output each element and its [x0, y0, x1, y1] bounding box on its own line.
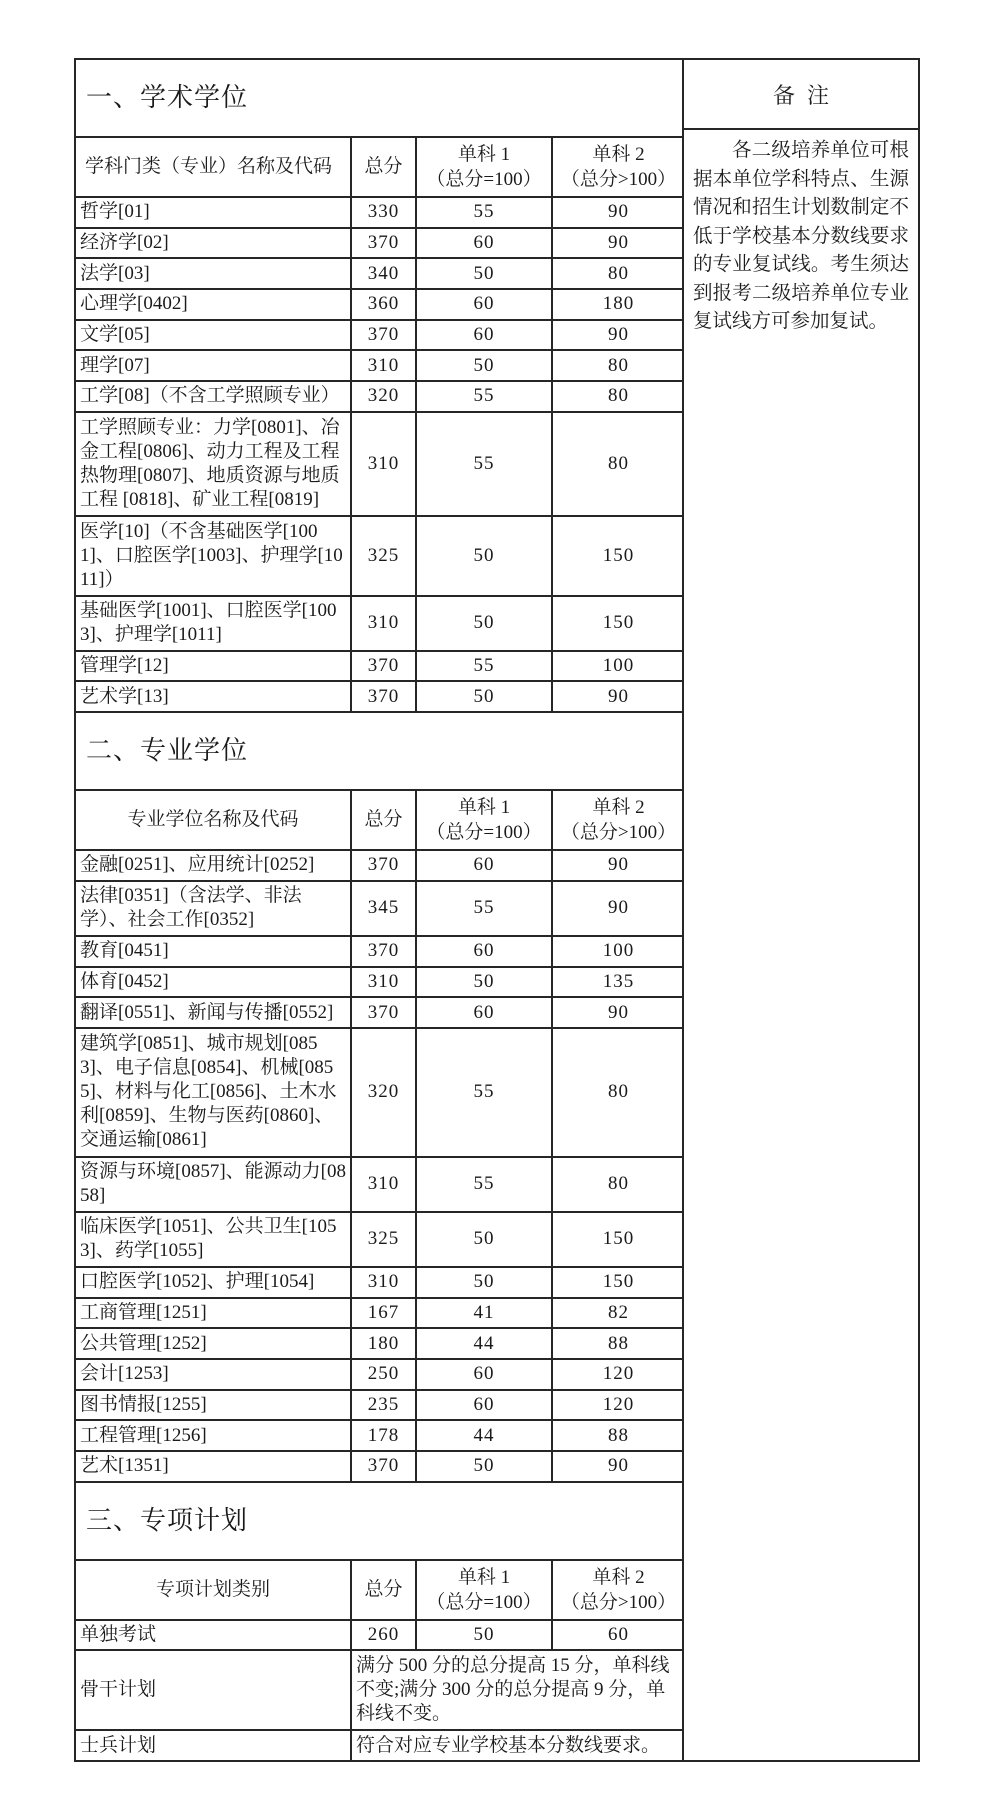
total-score-cell: 325 [351, 516, 416, 596]
subject-name-cell: 建筑学[0851]、城市规划[0853]、电子信息[0854]、机械[0855]、材料与化工[0856]、土木水利[0859]、生物与医药[0860]、交通运输[0861] [75, 1028, 351, 1157]
table-row [75, 1359, 685, 1390]
sub1-column-header [416, 137, 552, 197]
table-row [75, 850, 685, 881]
sub2-score-cell: 80 [552, 381, 685, 412]
sub2-score-cell: 100 [552, 651, 685, 682]
table-row [75, 197, 685, 228]
subject-name-cell: 口腔医学[1052]、护理[1054] [75, 1267, 351, 1298]
sub2-score-cell: 90 [552, 881, 685, 936]
subject-name-cell: 文学[05] [75, 320, 351, 351]
sub1-score-cell: 60 [416, 1390, 552, 1421]
table-row [75, 1212, 685, 1267]
total-score-cell: 310 [351, 412, 416, 516]
column-header-row [75, 1560, 685, 1620]
sub2-score-cell: 80 [552, 412, 685, 516]
sub1-score-cell: 60 [416, 850, 552, 881]
sub2-score-cell: 150 [552, 596, 685, 651]
subject-name-cell: 翻译[0551]、新闻与传播[0552] [75, 997, 351, 1028]
sub2-score-cell: 120 [552, 1359, 685, 1390]
table-row [75, 596, 685, 651]
column-header-row [75, 137, 685, 197]
table-row [75, 1157, 685, 1212]
table-row [75, 1420, 685, 1451]
sub1-score-cell: 60 [416, 289, 552, 320]
table-row [75, 1730, 685, 1761]
sub1-column-header [416, 1560, 552, 1620]
subject-name-cell: 工学照顾专业：力学[0801]、冶金工程[0806]、动力工程及工程热物理[0807]、地质资源与地质工程 [0818]、矿业工程[0819] [75, 412, 351, 516]
sub1-header-line2: （总分=100） [426, 822, 542, 844]
sub2-score-cell: 90 [552, 1451, 685, 1482]
section-title-row [75, 1482, 685, 1560]
table-row [75, 1620, 685, 1651]
sub1-score-cell: 60 [416, 1359, 552, 1390]
sub2-score-cell: 150 [552, 516, 685, 596]
sub1-score-cell: 50 [416, 1267, 552, 1298]
table-row [75, 350, 685, 381]
total-score-cell: 310 [351, 1267, 416, 1298]
name-column-header: 学科门类（专业）名称及代码 [75, 137, 351, 197]
sub1-score-cell: 41 [416, 1298, 552, 1329]
subject-name-cell: 管理学[12] [75, 651, 351, 682]
total-score-cell: 250 [351, 1359, 416, 1390]
sub1-score-cell: 60 [416, 936, 552, 967]
sub1-score-cell: 55 [416, 881, 552, 936]
section-title: 一、学术学位 [75, 59, 685, 137]
sub1-score-cell: 60 [416, 228, 552, 259]
remark-header: 备注 [684, 60, 918, 130]
sub2-header-line1: 单科 2 [592, 144, 645, 165]
total-score-cell: 370 [351, 228, 416, 259]
subject-name-cell: 单独考试 [75, 1620, 351, 1651]
merged-note-cell: 符合对应专业学校基本分数线要求。 [351, 1730, 685, 1761]
subject-name-cell: 基础医学[1001]、口腔医学[1003]、护理学[1011] [75, 596, 351, 651]
total-score-cell: 370 [351, 850, 416, 881]
sub2-score-cell: 90 [552, 850, 685, 881]
total-score-cell: 345 [351, 881, 416, 936]
sub1-header-line1: 单科 1 [457, 797, 511, 819]
subject-name-cell: 心理学[0402] [75, 289, 351, 320]
sub2-score-cell: 80 [552, 1157, 685, 1212]
table-row [75, 258, 685, 289]
sub1-score-cell: 50 [416, 350, 552, 381]
sub1-column-header [416, 790, 552, 850]
section-title: 二、专业学位 [75, 712, 685, 790]
sub2-column-header [552, 790, 685, 850]
subject-name-cell: 法律[0351]（含法学、非法学）、社会工作[0352] [75, 881, 351, 936]
sub1-score-cell: 50 [416, 596, 552, 651]
name-column-header: 专项计划类别 [75, 1560, 351, 1620]
sub2-score-cell: 150 [552, 1212, 685, 1267]
sub2-score-cell: 90 [552, 997, 685, 1028]
total-score-cell: 235 [351, 1390, 416, 1421]
subject-name-cell: 艺术学[13] [75, 681, 351, 712]
total-score-cell: 320 [351, 381, 416, 412]
subject-name-cell: 公共管理[1252] [75, 1328, 351, 1359]
sub1-score-cell: 55 [416, 381, 552, 412]
sub1-score-cell: 55 [416, 1028, 552, 1157]
sub2-score-cell: 150 [552, 1267, 685, 1298]
table-row [75, 1267, 685, 1298]
total-score-cell: 260 [351, 1620, 416, 1651]
total-score-cell: 320 [351, 1028, 416, 1157]
sub1-score-cell: 60 [416, 320, 552, 351]
sub1-header-line2: （总分=100） [426, 1591, 542, 1613]
subject-name-cell: 工程管理[1256] [75, 1420, 351, 1451]
sub2-score-cell: 82 [552, 1298, 685, 1329]
total-score-cell: 370 [351, 997, 416, 1028]
table-row [75, 881, 685, 936]
total-score-cell: 370 [351, 1451, 416, 1482]
sub1-score-cell: 50 [416, 258, 552, 289]
remark-body-text: 各二级培养单位可根据本单位学科特点、生源情况和招生计划数制定不低于学校基本分数线要求的专业复试线。考生须达到报考二级培养单位专业复试线方可参加复试。 [693, 140, 909, 332]
total-score-cell: 180 [351, 1328, 416, 1359]
sub2-header-line2: （总分>100） [560, 169, 677, 190]
sub1-score-cell: 50 [416, 516, 552, 596]
sub2-score-cell: 180 [552, 289, 685, 320]
subject-name-cell: 金融[0251]、应用统计[0252] [75, 850, 351, 881]
sub2-score-cell: 90 [552, 681, 685, 712]
sub2-score-cell: 80 [552, 350, 685, 381]
subject-name-cell: 经济学[02] [75, 228, 351, 259]
total-score-cell: 370 [351, 681, 416, 712]
sub2-score-cell: 90 [552, 197, 685, 228]
sub1-score-cell: 55 [416, 651, 552, 682]
table-row [75, 681, 685, 712]
subject-name-cell: 体育[0452] [75, 967, 351, 998]
sub2-score-cell: 90 [552, 320, 685, 351]
sub2-score-cell: 120 [552, 1390, 685, 1421]
subject-name-cell: 理学[07] [75, 350, 351, 381]
total-score-cell: 360 [351, 289, 416, 320]
sub2-score-cell: 88 [552, 1328, 685, 1359]
subject-name-cell: 法学[03] [75, 258, 351, 289]
merged-note-cell: 满分 500 分的总分提高 15 分，单科线不变;满分 300 分的总分提高 9 分，单科线不变。 [351, 1650, 685, 1730]
sub2-score-cell: 100 [552, 936, 685, 967]
subject-name-cell: 医学[10]（不含基础医学[1001]、口腔医学[1003]、护理学[1011]） [75, 516, 351, 596]
sub2-header-line1: 单科 2 [592, 1566, 645, 1588]
subject-name-cell: 骨干计划 [75, 1650, 351, 1730]
table-row [75, 936, 685, 967]
total-score-cell: 310 [351, 350, 416, 381]
sub1-score-cell: 44 [416, 1328, 552, 1359]
total-score-cell: 167 [351, 1298, 416, 1329]
sub2-score-cell: 60 [552, 1620, 685, 1651]
table-row [75, 289, 685, 320]
score-table-body [75, 59, 685, 1761]
sub1-score-cell: 50 [416, 1451, 552, 1482]
table-row [75, 1028, 685, 1157]
total-score-cell: 370 [351, 651, 416, 682]
table-row [75, 1650, 685, 1730]
total-score-cell: 330 [351, 197, 416, 228]
subject-name-cell: 工学[08]（不含工学照顾专业） [75, 381, 351, 412]
sub1-header-line2: （总分=100） [426, 169, 542, 190]
sub1-score-cell: 55 [416, 412, 552, 516]
section-title: 三、专项计划 [75, 1482, 685, 1560]
sub1-score-cell: 50 [416, 967, 552, 998]
table-row [75, 381, 685, 412]
total-score-cell: 370 [351, 936, 416, 967]
subject-name-cell: 资源与环境[0857]、能源动力[0858] [75, 1157, 351, 1212]
total-column-header: 总分 [351, 790, 416, 850]
total-column-header: 总分 [351, 137, 416, 197]
total-column-header: 总分 [351, 1560, 416, 1620]
table-row [75, 516, 685, 596]
table-row [75, 1298, 685, 1329]
sub2-score-cell: 80 [552, 258, 685, 289]
sub1-score-cell: 44 [416, 1420, 552, 1451]
table-row [75, 967, 685, 998]
sub2-header-line2: （总分>100） [560, 1591, 677, 1613]
sub1-score-cell: 55 [416, 1157, 552, 1212]
sub1-score-cell: 50 [416, 681, 552, 712]
sub1-header-line1: 单科 1 [457, 144, 511, 165]
section-title-row [75, 712, 685, 790]
sub1-score-cell: 50 [416, 1212, 552, 1267]
total-score-cell: 310 [351, 967, 416, 998]
sub2-score-cell: 90 [552, 228, 685, 259]
sub1-score-cell: 50 [416, 1620, 552, 1651]
table-row [75, 320, 685, 351]
section-title-row [75, 59, 685, 137]
total-score-cell: 370 [351, 320, 416, 351]
table-row [75, 228, 685, 259]
subject-name-cell: 图书情报[1255] [75, 1390, 351, 1421]
sub2-header-line2: （总分>100） [560, 822, 677, 844]
sub1-score-cell: 55 [416, 197, 552, 228]
total-score-cell: 178 [351, 1420, 416, 1451]
sub2-score-cell: 80 [552, 1028, 685, 1157]
subject-name-cell: 哲学[01] [75, 197, 351, 228]
table-row [75, 1328, 685, 1359]
subject-name-cell: 会计[1253] [75, 1359, 351, 1390]
total-score-cell: 310 [351, 1157, 416, 1212]
sub1-header-line1: 单科 1 [457, 1566, 511, 1588]
subject-name-cell: 教育[0451] [75, 936, 351, 967]
table-row [75, 1451, 685, 1482]
sub2-header-line1: 单科 2 [592, 797, 645, 819]
name-column-header: 专业学位名称及代码 [75, 790, 351, 850]
sub2-column-header [552, 1560, 685, 1620]
sub1-score-cell: 60 [416, 997, 552, 1028]
sub2-score-cell: 135 [552, 967, 685, 998]
table-row [75, 651, 685, 682]
total-score-cell: 325 [351, 1212, 416, 1267]
subject-name-cell: 临床医学[1051]、公共卫生[1053]、药学[1055] [75, 1212, 351, 1267]
score-line-table [74, 58, 686, 1762]
sub2-score-cell: 88 [552, 1420, 685, 1451]
total-score-cell: 310 [351, 596, 416, 651]
column-header-row [75, 790, 685, 850]
table-row [75, 412, 685, 516]
table-row [75, 1390, 685, 1421]
table-row [75, 997, 685, 1028]
total-score-cell: 340 [351, 258, 416, 289]
subject-name-cell: 工商管理[1251] [75, 1298, 351, 1329]
subject-name-cell: 艺术[1351] [75, 1451, 351, 1482]
subject-name-cell: 士兵计划 [75, 1730, 351, 1761]
sub2-column-header [552, 137, 685, 197]
remark-panel [682, 58, 920, 1762]
